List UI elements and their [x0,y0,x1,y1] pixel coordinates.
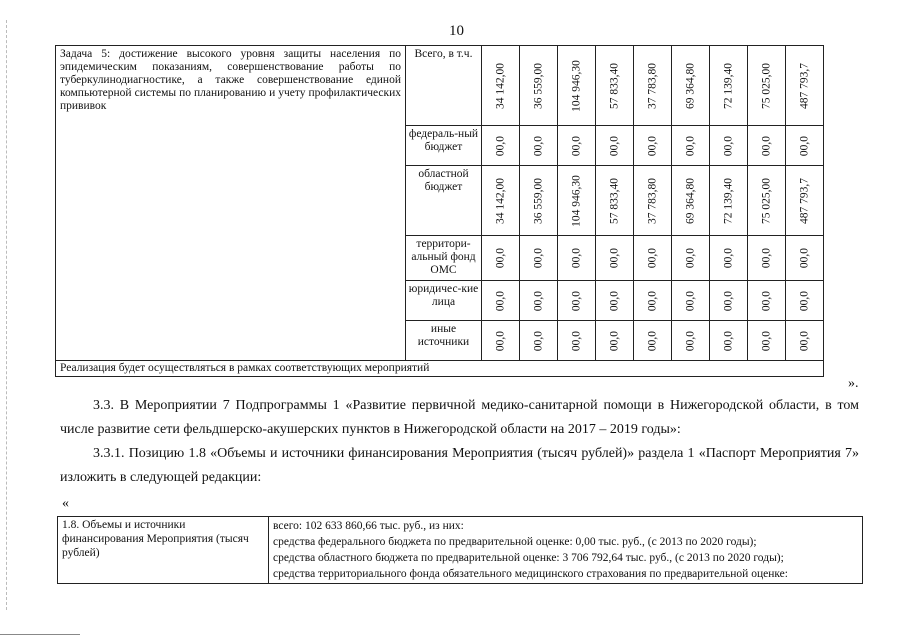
passport-line: средства федерального бюджета по предварительной оценке: 0,00 тыс. руб., (с 2013 по 2020 годы); [273,536,757,548]
value-text: 00,0 [570,247,582,269]
value-text: 72 139,40 [722,62,734,109]
value-text: 00,0 [646,135,658,156]
value-cell [786,166,824,236]
value-text: 00,0 [722,290,734,311]
value-text: 00,0 [722,330,734,351]
value-cell [482,236,520,281]
value-text: 75 025,00 [760,62,772,109]
value-text: 00,0 [570,290,582,311]
value-cell [558,166,596,236]
value-cell [672,166,710,236]
value-text: 00,0 [494,290,506,311]
value-cell [558,236,596,281]
value-text: 00,0 [608,247,620,269]
value-text: 37 783,80 [646,62,658,109]
funding-source: областной бюджет [406,166,482,236]
funding-source: Всего, в т.ч. [406,46,482,126]
value-text: 00,0 [684,247,696,269]
value-cell [634,281,672,321]
value-text: 00,0 [798,330,810,351]
table-row [56,46,824,126]
paragraph-3-3-1: 3.3.1. Позицию 1.8 «Объемы и источники финансирования Мероприятия (тысяч рублей)» раздела 1 «Паспорт Мероприятия 7» изложить в следующей редакции: [60,446,859,485]
value-cell [482,321,520,361]
value-cell [558,126,596,166]
value-cell [710,46,748,126]
funding-source: территори-альный фонд ОМС [406,236,482,281]
passport-line: средства территориального фонда обязательного медицинского страхования по предварительной оценке: [273,568,788,580]
opening-quote: « [62,496,69,511]
value-text: 487 793,7 [798,177,810,224]
value-cell [520,126,558,166]
value-cell [672,236,710,281]
value-text: 00,0 [494,247,506,269]
passport-table [57,516,863,584]
value-cell [634,236,672,281]
passport-row [58,517,863,584]
value-text: 00,0 [532,135,544,156]
value-cell [748,236,786,281]
value-text: 00,0 [570,330,582,351]
value-text: 34 142,00 [494,177,506,224]
value-cell [520,166,558,236]
value-cell [786,321,824,361]
value-cell [748,126,786,166]
value-text: 00,0 [798,247,810,269]
value-text: 34 142,00 [494,62,506,109]
value-text: 00,0 [684,135,696,156]
value-cell [558,321,596,361]
scan-bottom-rule [0,634,80,635]
value-cell [672,281,710,321]
value-cell [748,281,786,321]
value-cell [786,126,824,166]
value-text: 00,0 [760,135,772,156]
value-text: 00,0 [608,330,620,351]
value-cell [596,281,634,321]
value-text: 00,0 [494,330,506,351]
page-number: 10 [449,23,464,39]
value-text: 487 793,7 [798,62,810,109]
value-cell [520,281,558,321]
value-cell [710,126,748,166]
scan-margin-marks [6,20,7,610]
value-cell [710,321,748,361]
value-text: 00,0 [646,247,658,269]
value-cell [596,126,634,166]
value-text: 00,0 [760,290,772,311]
value-cell [596,166,634,236]
value-text: 36 559,00 [532,177,544,224]
value-cell [520,236,558,281]
passport-label: 1.8. Объемы и источники финансирования Мероприятия (тысяч рублей) [58,517,269,584]
value-cell [634,321,672,361]
value-text: 00,0 [798,135,810,156]
value-text: 00,0 [570,135,582,156]
value-cell [710,166,748,236]
value-text: 00,0 [798,290,810,311]
value-cell [634,46,672,126]
value-text: 00,0 [760,330,772,351]
value-text: 00,0 [532,330,544,351]
value-text: 104 946,30 [570,59,582,112]
value-cell [786,236,824,281]
value-cell [596,321,634,361]
funding-source: федераль-ный бюджет [406,126,482,166]
value-cell [786,281,824,321]
value-text: 37 783,80 [646,177,658,224]
financing-table [55,45,824,377]
value-text: 57 833,40 [608,177,620,224]
value-cell [748,166,786,236]
value-cell [710,236,748,281]
value-cell [748,46,786,126]
passport-line: средства областного бюджета по предварительной оценке: 3 706 792,64 тыс. руб., (с 2013 по 2020 годы); [273,552,784,564]
value-text: 00,0 [608,135,620,156]
passport-text [269,517,863,584]
value-cell [482,281,520,321]
value-cell [672,126,710,166]
value-cell [482,166,520,236]
paragraph-3-3: 3.3. В Мероприятии 7 Подпрограммы 1 «Развитие первичной медико-санитарной помощи в Нижегородской области, в том числе развитие сети фельдшерско-акушерских пунктов в Нижегородской области на 2017 – 2019 годы»: [60,398,859,437]
value-text: 00,0 [684,330,696,351]
table-footer: Реализация будет осуществляться в рамках соответствующих мероприятий [56,361,824,377]
passport-line: всего: 102 633 860,66 тыс. руб., из них: [273,520,464,532]
value-text: 00,0 [684,290,696,311]
funding-source: юридичес-кие лица [406,281,482,321]
value-text: 00,0 [760,247,772,269]
value-cell [520,321,558,361]
value-text: 00,0 [608,290,620,311]
value-text: 69 364,80 [684,177,696,224]
value-text: 69 364,80 [684,62,696,109]
value-text: 00,0 [722,135,734,156]
value-cell [558,46,596,126]
value-text: 104 946,30 [570,174,582,227]
value-cell [710,281,748,321]
value-cell [482,126,520,166]
value-cell [520,46,558,126]
value-cell [786,46,824,126]
value-text: 00,0 [532,290,544,311]
value-text: 00,0 [494,135,506,156]
value-cell [748,321,786,361]
value-text: 00,0 [532,247,544,269]
value-text: 00,0 [646,290,658,311]
value-text: 36 559,00 [532,62,544,109]
value-cell [672,321,710,361]
value-text: 57 833,40 [608,62,620,109]
table-footer-row [56,361,824,377]
value-text: 72 139,40 [722,177,734,224]
value-cell [558,281,596,321]
value-text: 75 025,00 [760,177,772,224]
closing-quote: ». [848,376,859,391]
value-cell [482,46,520,126]
value-cell [634,166,672,236]
value-cell [672,46,710,126]
value-cell [634,126,672,166]
value-cell [596,46,634,126]
value-cell [596,236,634,281]
funding-source: иные источники [406,321,482,361]
value-text: 00,0 [722,247,734,269]
task-description: Задача 5: достижение высокого уровня защиты населения по эпидемическим показаниям, совершенствование работы по туберкулинодиагностике, а также совершенствование единой компьютерной системы по планированию и учету профилактических прививок [56,46,406,361]
value-text: 00,0 [646,330,658,351]
